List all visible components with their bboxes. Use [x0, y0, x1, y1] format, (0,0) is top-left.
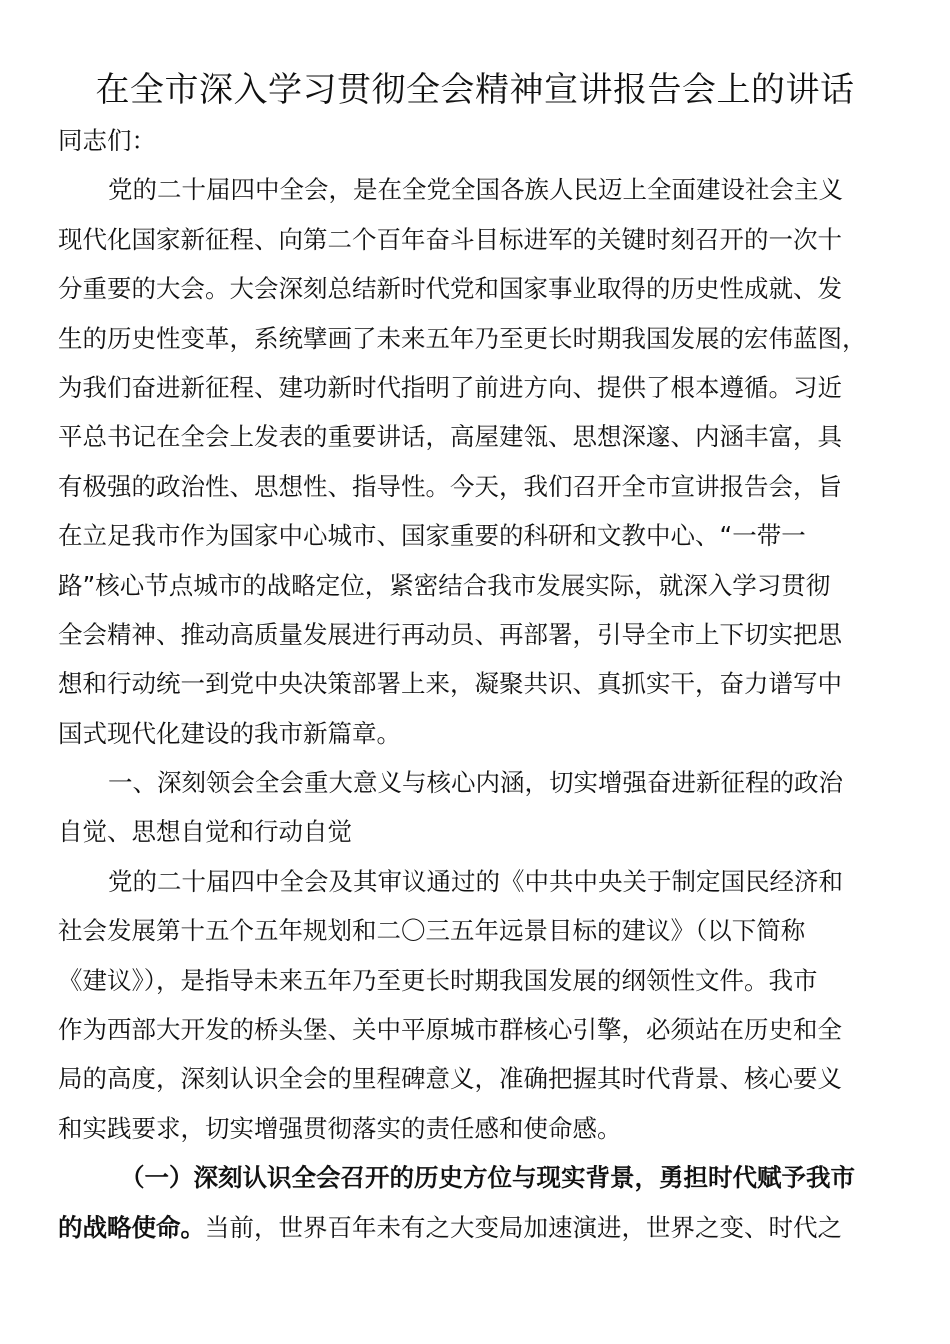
document-title: 在全市深入学习贯彻全会精神宣讲报告会上的讲话	[95, 70, 855, 110]
paragraph-line: 党的二十届四中全会，是在全党全国各族人民迈上全面建设社会主义	[108, 175, 843, 205]
paragraph-line: 有极强的政治性、思想性、指导性。今天，我们召开全市宣讲报告会，旨	[58, 471, 842, 501]
paragraph-line: 《建议》），是指导未来五年乃至更长时期我国发展的纲领性文件。我市	[58, 965, 818, 995]
subsection-1-1	[58, 1153, 918, 1252]
paragraph-line: 作为西部大开发的桥头堡、关中平原城市群核心引擎，必须站在历史和全	[58, 1015, 842, 1045]
paragraph-section-1	[58, 857, 918, 1153]
section-heading-line: 自觉、思想自觉和行动自觉	[58, 817, 352, 847]
section-heading-line: 一、深刻领会全会重大意义与核心内涵，切实增强奋进新征程的政治	[108, 768, 843, 798]
paragraph-line: 局的高度，深刻认识全会的里程碑意义，准确把握其时代背景、核心要义	[58, 1064, 842, 1094]
paragraph-line: 现代化国家新征程、向第二个百年奋斗目标进军的关键时刻召开的一次十	[58, 224, 842, 254]
paragraph-line: 想和行动统一到党中央决策部署上来，凝聚共识、真抓实干，奋力谱写中	[58, 669, 842, 699]
paragraph-line: 全会精神、推动高质量发展进行再动员、再部署，引导全市上下切实把思	[58, 619, 842, 649]
paragraph-intro	[58, 165, 918, 758]
salutation: 同志们：	[58, 126, 156, 155]
paragraph-line: 在立足我市作为国家中心城市、国家重要的科研和文教中心、“一带一	[58, 521, 806, 551]
paragraph-line: 分重要的大会。大会深刻总结新时代党和国家事业取得的历史性成就、发	[58, 274, 842, 304]
paragraph-line: 党的二十届四中全会及其审议通过的《中共中央关于制定国民经济和	[108, 866, 843, 896]
paragraph-line: 路”核心节点城市的战略定位，紧密结合我市发展实际，就深入学习贯彻	[58, 570, 831, 600]
section-heading-1	[58, 758, 918, 857]
paragraph-line: 平总书记在全会上发表的重要讲话，高屋建瓴、思想深邃、内涵丰富，具	[58, 422, 842, 452]
paragraph-line: 和实践要求，切实增强贯彻落实的责任感和使命感。	[58, 1113, 622, 1143]
subsection-line	[58, 1203, 918, 1252]
paragraph-line: 社会发展第十五个五年规划和二〇三五年远景目标的建议》（以下简称	[58, 916, 806, 946]
subsection-body-text: 当前，世界百年未有之大变局加速演进，世界之变、时代之	[205, 1212, 842, 1242]
paragraph-line: 生的历史性变革，系统擘画了未来五年乃至更长时期我国发展的宏伟蓝图，	[58, 323, 867, 353]
document-body	[58, 116, 918, 1252]
subsection-heading-bold: （一）深刻认识全会召开的历史方位与现实背景，勇担时代赋予我市	[120, 1163, 855, 1193]
subsection-heading-bold-tail: 的战略使命。	[58, 1212, 205, 1242]
paragraph-line: 国式现代化建设的我市新篇章。	[58, 718, 401, 748]
paragraph-line: 为我们奋进新征程、建功新时代指明了前进方向、提供了根本遵循。习近	[58, 372, 842, 402]
